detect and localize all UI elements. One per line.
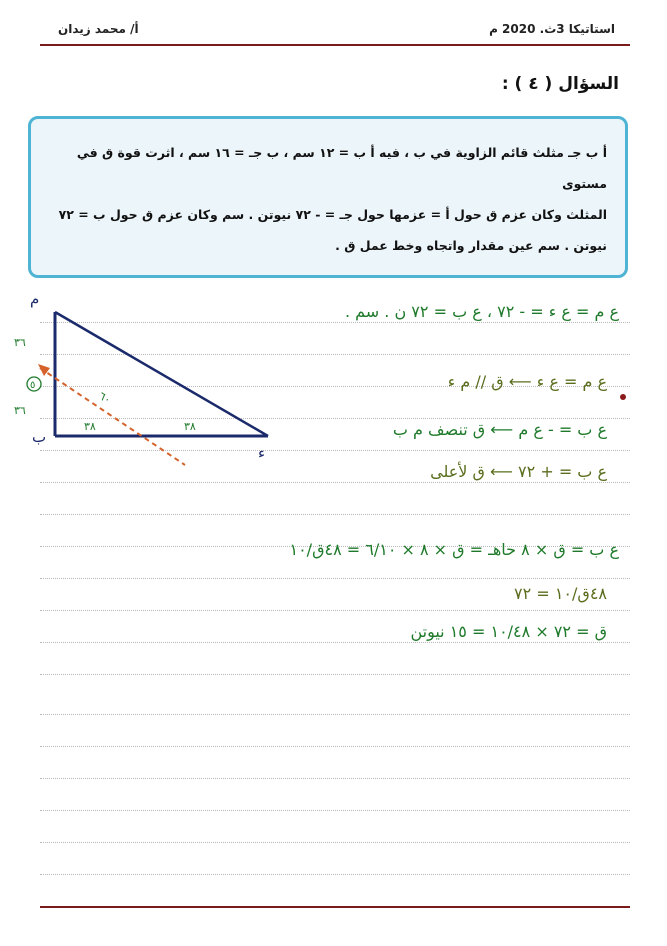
question-box	[28, 116, 628, 278]
footer-rule	[40, 906, 630, 908]
ruled-line	[40, 874, 630, 875]
subject-title: استاتيكا 3ث. 2020 م	[489, 22, 615, 36]
circled-label: ٥	[30, 380, 36, 391]
question-line: نيوتن . سم عين مقدار واتجاه وخط عمل ق .	[335, 238, 607, 253]
ruled-line	[40, 610, 630, 611]
solution-line: ع م = ع ء = - ٧٢ ، ع ب = ٧٢ ن . سم .	[344, 302, 619, 321]
side-mark: ٣٦	[14, 404, 26, 417]
ruled-line	[40, 578, 630, 579]
header-rule	[40, 44, 630, 46]
solution-line: ع ب = - ع م ⟵ ق تنصف م ب	[392, 420, 607, 439]
ruled-line	[40, 714, 630, 715]
solution-line: ق = ٧٢ × ١٠/٤٨ = ١٥ نيوتن	[410, 622, 607, 641]
question-title: السؤال ( ٤ ) :	[501, 74, 619, 94]
vertex-a-label: م	[30, 290, 40, 308]
ruled-line	[40, 842, 630, 843]
ruled-line	[40, 778, 630, 779]
ruled-line	[40, 746, 630, 747]
vertex-b-label: ب	[32, 428, 47, 446]
solution-line: ع ب = + ٧٢ ⟵ ق لأعلى	[430, 462, 607, 481]
question-line: أ ب جـ مثلث قائم الزاوية في ب ، فيه أ ب = ١٢ سم ، ب جـ = ١٦ سم ، اثرت قوة ق في مستوى	[76, 145, 607, 191]
ruled-line	[40, 810, 630, 811]
solution-line: ع ب = ق × ٨ حاهـ = ق × ٨ × ٦/١٠ = ٤٨ق/١٠	[289, 540, 619, 559]
bullet-dot	[620, 394, 626, 400]
triangle-diagram	[0, 280, 290, 480]
side-mark: ٣٨	[84, 420, 96, 433]
solution-line: ع م = ع ء ⟵ ق // م ء	[447, 372, 607, 391]
side-mark: ٣٨	[184, 420, 196, 433]
side-mark: ٦٠	[96, 389, 114, 407]
question-line: المثلث وكان عزم ق حول أ = عزمها حول جـ = - ٧٢ نيوتن . سم وكان عزم ق حول ب = ٧٢	[58, 207, 607, 222]
side-ac	[55, 312, 268, 436]
ruled-line	[40, 674, 630, 675]
teacher-name: أ/ محمد زيدان	[58, 22, 139, 36]
force-line	[40, 368, 185, 465]
vertex-c-label: ء	[258, 444, 266, 462]
side-mark: ٣٦	[14, 336, 26, 349]
ruled-line	[40, 482, 630, 483]
ruled-line	[40, 642, 630, 643]
solution-line: ٤٨ق/١٠ = ٧٢	[514, 584, 607, 603]
ruled-line	[40, 514, 630, 515]
